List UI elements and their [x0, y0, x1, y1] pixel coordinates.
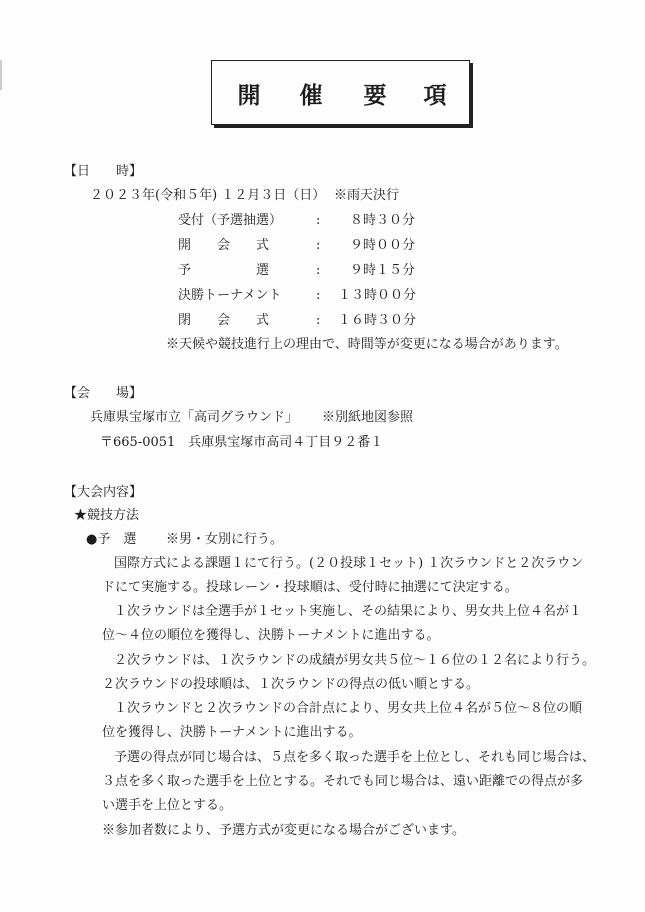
prelim-note: ※男・女別に行う。 [166, 532, 284, 547]
schedule-time: １３時００分 [338, 288, 417, 303]
prelim-heading: ●予 選 [86, 532, 137, 547]
body-line: 予選の得点が同じ場合は、５点を多く取った選手を上位とし、それも同じ場合は、 [114, 750, 596, 765]
title-char: 開 [237, 82, 261, 109]
schedule-colon: : [316, 288, 321, 303]
schedule-colon: : [316, 238, 321, 253]
venue-name: 兵庫県宝塚市立「高司グラウンド」 [90, 410, 299, 425]
title-char: 要 [363, 82, 387, 109]
schedule-change-note: ※天候や競技進行上の理由で、時間等が変更になる場合があります。 [166, 337, 568, 352]
title-char: 催 [299, 82, 323, 109]
map-note: ※別紙地図参照 [322, 410, 414, 425]
schedule-colon: : [316, 213, 321, 228]
schedule-time: ９時１５分 [350, 263, 416, 278]
schedule-label: 開 会 式 [178, 238, 270, 253]
schedule-label: 閉 会 式 [178, 313, 270, 328]
schedule-time: １６時３０分 [338, 313, 417, 328]
event-date: ２０２３年(令和５年) １２月３日（日） [90, 188, 326, 203]
title-char: 項 [423, 82, 447, 109]
title-box [211, 60, 470, 125]
schedule-label: 受付（予選抽選） [178, 213, 283, 228]
rain-note: ※雨天決行 [334, 188, 400, 203]
body-line: 国際方式による課題１にて行う。(２０投球１セット) １次ラウンドと２次ラウン [114, 556, 584, 571]
section-heading-content: 【大会内容】 [64, 485, 143, 500]
body-line: 位～４位の順位を獲得し、決勝トーナメントに進出する。 [102, 628, 440, 643]
schedule-colon: : [316, 263, 321, 278]
body-line: ドにて実施する。投球レーン・投球順は、受付時に抽選にて決定する。 [102, 580, 518, 595]
body-line: ２次ラウンドの投球順は、１次ラウンドの得点の低い順とする。 [102, 677, 480, 692]
scan-edge-mark [0, 60, 2, 90]
competition-method-heading: ★競技方法 [74, 508, 140, 523]
body-line: い選手を上位とする。 [102, 798, 233, 813]
body-line: １次ラウンドと２次ラウンドの合計点により、男女共上位４名が５位～８位の順 [114, 701, 583, 716]
section-heading-datetime: 【日 時】 [64, 164, 143, 179]
body-line: 位を獲得し、決勝トーナメントに進出する。 [102, 725, 362, 740]
schedule-label: 決勝トーナメント [178, 288, 282, 303]
body-line: ２次ラウンドは、１次ラウンドの成績が男女共５位～１６位の１２名により行う。 [114, 653, 596, 668]
schedule-time: ８時３０分 [350, 213, 416, 228]
body-line: ※参加者数により、予選方式が変更になる場合がございます。 [102, 823, 465, 838]
venue-address: 〒665-0051 兵庫県宝塚市高司４丁目９２番１ [100, 435, 384, 450]
schedule-time: ９時００分 [350, 238, 416, 253]
schedule-label: 予 選 [178, 263, 270, 278]
section-heading-venue: 【会 場】 [64, 386, 143, 401]
schedule-colon: : [316, 313, 321, 328]
body-line: ３点を多く取った選手を上位とする。それでも同じ場合は、遠い距離での得点が多 [102, 774, 584, 789]
body-line: １次ラウンドは全選手が１セット実施し、その結果により、男女共上位４名が１ [114, 604, 583, 619]
